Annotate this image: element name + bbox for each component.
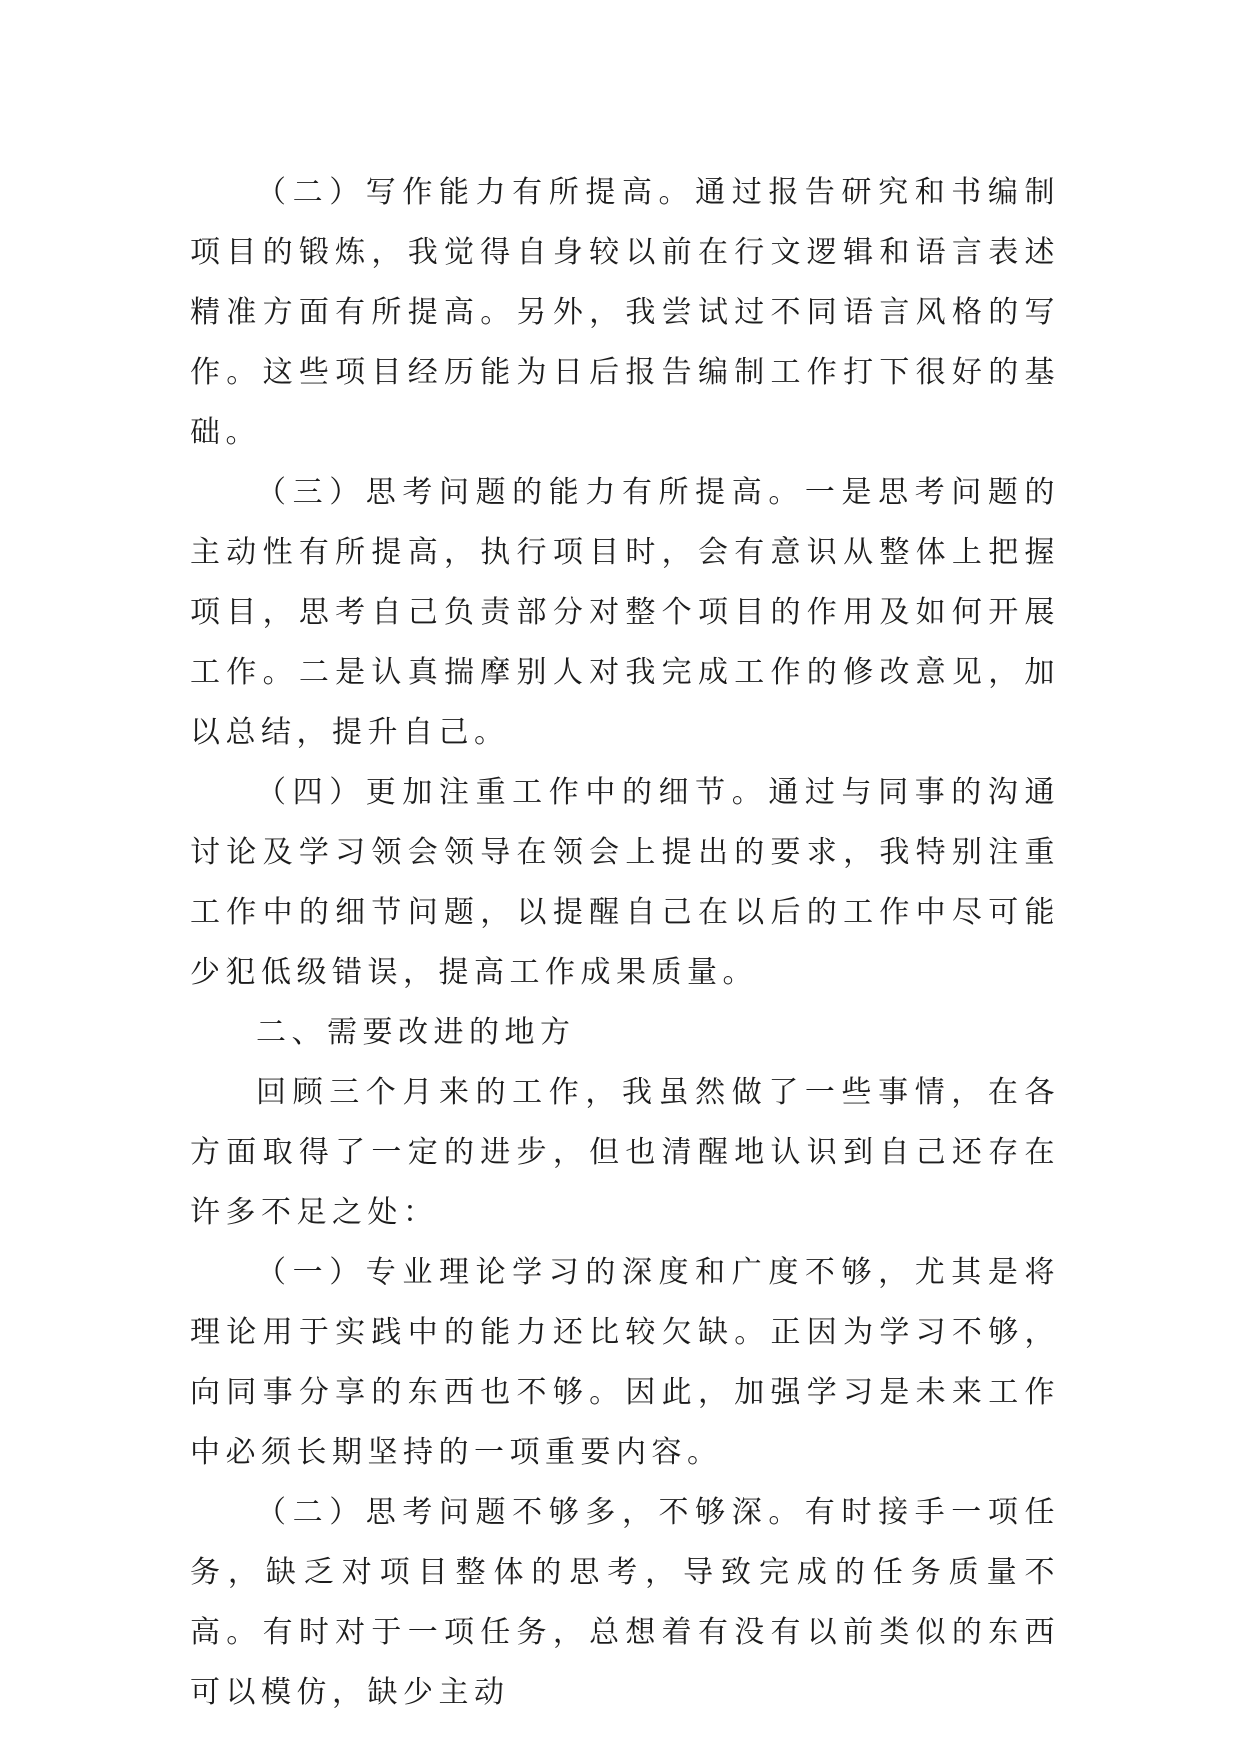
- section-heading-improvements: 二、需要改进的地方: [256, 1015, 576, 1050]
- paragraph-theory-study: （一）专业理论学习的深度和广度不够，尤其是将理论用于实践中的能力还比较欠缺。正因为学习不够，向同事分享的东西也不够。因此，加强学习是未来工作中必须长期坚持的一项重要内容。: [190, 1255, 1060, 1470]
- paragraph-insufficient-thinking: （二）思考问题不够多，不够深。有时接手一项任务，缺乏对项目整体的思考，导致完成的任务质量不高。有时对于一项任务，总想着有没有以前类似的东西可以模仿，缺少主动: [190, 1495, 1060, 1710]
- paragraph-writing-ability: （二）写作能力有所提高。通过报告研究和书编制项目的锻炼，我觉得自身较以前在行文逻辑和语言表述精准方面有所提高。另外，我尝试过不同语言风格的写作。这些项目经历能为日后报告编制工作打下很好的基础。: [190, 175, 1060, 450]
- paragraph-review-intro: 回顾三个月来的工作，我虽然做了一些事情，在各方面取得了一定的进步，但也清醒地认识到自己还存在许多不足之处：: [190, 1075, 1060, 1230]
- paragraph-attention-to-detail: （四）更加注重工作中的细节。通过与同事的沟通讨论及学习领会领导在领会上提出的要求，我特别注重工作中的细节问题，以提醒自己在以后的工作中尽可能少犯低级错误，提高工作成果质量。: [190, 775, 1060, 990]
- paragraph-thinking-ability: （三）思考问题的能力有所提高。一是思考问题的主动性有所提高，执行项目时，会有意识从整体上把握项目，思考自己负责部分对整个项目的作用及如何开展工作。二是认真揣摩别人对我完成工作的修改意见，加以总结，提升自己。: [190, 475, 1060, 750]
- document-body: [190, 163, 1060, 1723]
